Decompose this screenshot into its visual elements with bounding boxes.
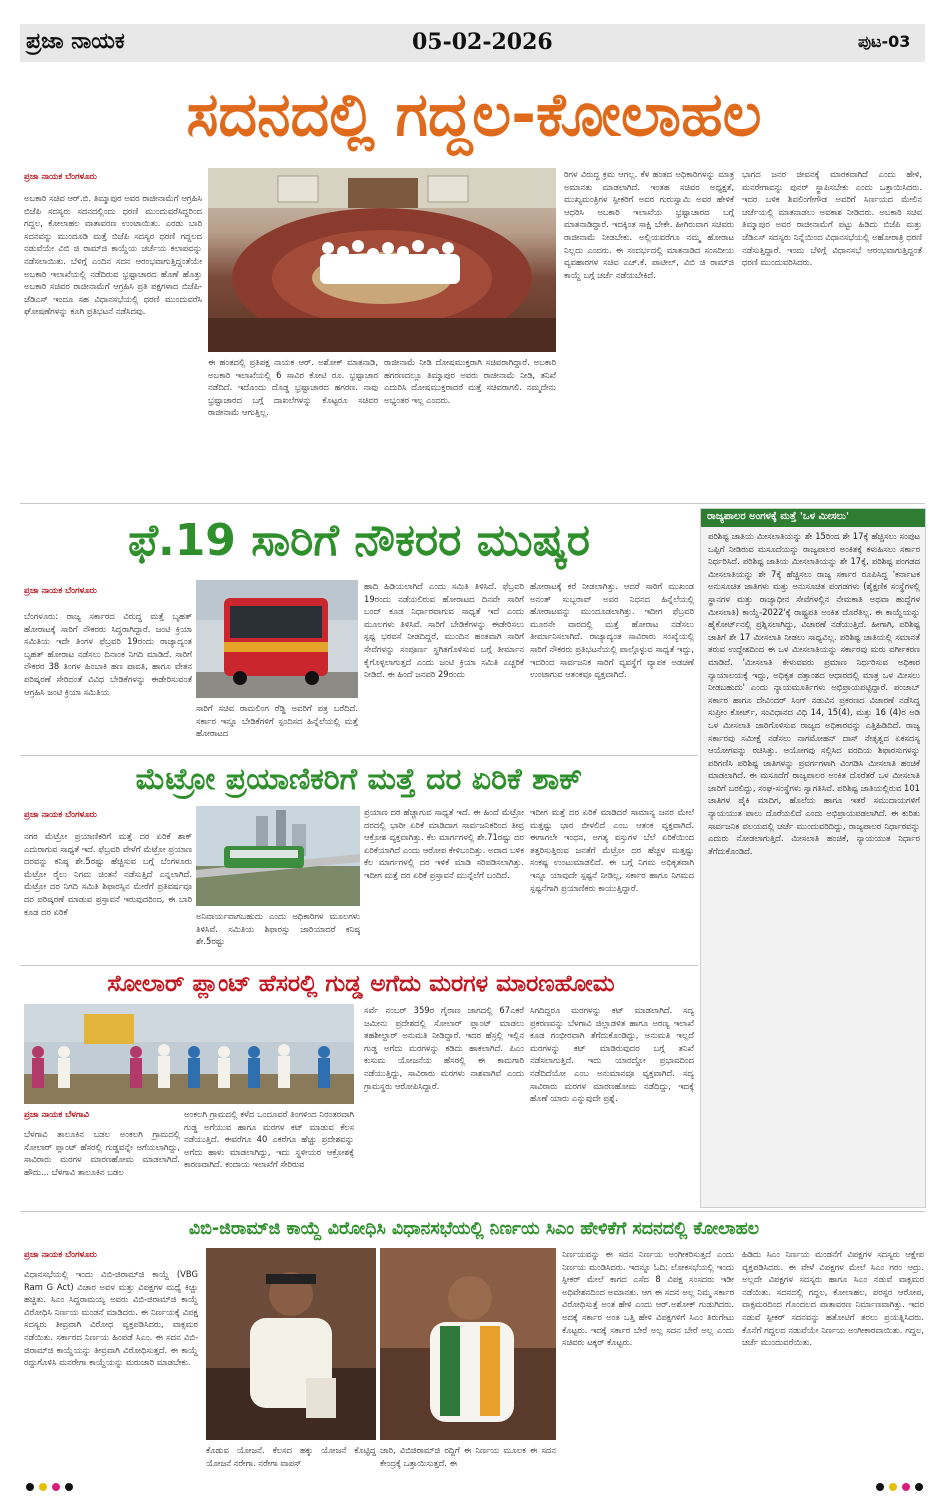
- story5-col3: ನಿರ್ಣಯವನ್ನು ಈ ಸದನ ನಿರ್ಣಯ ಅಂಗೀಕರಿಸುತ್ತದೆ ಎಂದು ನಿರ್ಣಯ ಮಂಡಿಸಿದರು. ಇದನ್ನೂ ಓದಿ: ಲೋಕಸಭೆಯಲ್ಲಿ ಇಂದು ಸ್ಪೀಕರ್ ಮೇಲೆ ಕಾಗದ ಎಸೆದ 8 ವಿಪಕ್ಷ ಸಂಸದರು ಇಡೀ ಅಧಿವೇಶನದಿಂದ ಅಮಾನತು. ಆಗ ಈ ಸದನ ಅಲ್ಲ ನಿಮ್ಮ ಸರ್ಕಾರ ವಿರೋಧಿಸುತ್ತೆ ಅಂತ ಹೇಳಿ ಎಂದು ಆರ್.ಅಶೋಕ್ ಗುಡುಗಿದರು. ಅದಕ್ಕೆ ಸರ್ಕಾರ ಅಂತ ಒತ್ತಿ ಹೇಳಿ ವಿಪಕ್ಷಗಳಿಗೆ ಸಿಎಂ ತಿರುಗೇಟು ಕೊಟ್ಟರು. ಇದಕ್ಕೆ ಸರ್ಕಾರ ಬೇರೆ ಅಲ್ಲ ಸದನ ಬೇರೆ ಅಲ್ಲ ಎಂದು ಸಚಿವರು ಟಕ್ಕರ್ ಕೊಟ್ಟರು.: [562, 1249, 734, 1348]
- story1-col1: ಅಬಕಾರಿ ಸಚಿವ ಆರ್.ಬಿ. ತಿಮ್ಮಾಪುರ ಅವರ ರಾಜೀನಾಮೆಗೆ ಆಗ್ರಹಿಸಿ ಬಿಜೆಪಿ ಸದಸ್ಯರು ಸದನದಲ್ಲಿಂದು ಧರಣಿ ಮುಂದುವರೆಸಿದ್ದರಿಂದ ಗದ್ದಲ, ಕೋಲಾಹಲ ವಾತಾವರಣ ಉಂಟಾಯಿತು. ಎರಡು ಬಾರಿ ಸದನವನ್ನು ಮುಂದೂಡಿ ಮತ್ತೆ ಬಿಜೆಪಿ ಸದಸ್ಯರ ಧರಣಿ ಗದ್ದಲದ ನಡುವೆಯೇ ವಿಬಿ ಜಿ ರಾಮ್‌ಜಿ ಕಾಯ್ದೆಯ ಚರ್ಚೆಯ ಕಲಾಪವನ್ನು ನಡೆಸಲಾಯಿತು. ಬೆಳಿಗ್ಗೆ ಎಂದಿನ ಸದನ ಆರಂಭವಾಗುತ್ತಿದ್ದಂತೆಯೇ ಅಬಕಾರಿ ಇಲಾಖೆಯಲ್ಲಿ ನಡೆದಿರುವ ಭ್ರಷ್ಟಾಚಾರದ ಹೊಣೆ ಹೊತ್ತು ಅಬಕಾರಿ ಸಚಿವರ ರಾಜೀನಾಮೆಗೆ ಆಗ್ರಹಿಸಿ ಪ್ರತಿ ಪಕ್ಷಗಳಾದ ಬಿಜೆಪಿ-ಜೆಡಿಎಸ್ ಇಂದೂ ಸಹ ವಿಧಾನಸಭೆಯಲ್ಲಿ ಧರಣಿ ಮುಂದುವರೆಸಿ ಘೋಷಣೆಗಳನ್ನು ಕೂಗಿ ಪ್ರತಿಭಟನೆ ನಡೆಸಿದವು.: [24, 193, 202, 317]
- story2-bus-photo: [196, 580, 358, 698]
- story1-headline: ಸದನದಲ್ಲಿ ಗದ್ದಲ-ಕೋಲಾಹಲ: [186, 80, 762, 150]
- story1-caption-left: ಈ ಹಂತದಲ್ಲಿ ಪ್ರತಿಪಕ್ಷ ನಾಯಕ ಆರ್. ಅಶೋಕ್ ಮಾತನಾಡಿ, ಅಬಕಾರಿ ಇಲಾಖೆಯಲ್ಲಿ 6 ಸಾವಿರ ಕೋಟಿ ರೂ. ಭ್ರಷ್ಟಾಚಾರ ನಡೆದಿದೆ. ಇದೊಂದು ದೊಡ್ಡ ಭ್ರಷ್ಟಾಚಾರದ ಹಗರಣ. ನಾವು ಭ್ರಷ್ಟಾಚಾರದ ಬಗ್ಗೆ ದಾಖಲೆಗಳನ್ನು ಕೊಟ್ಟರೂ ಸಚಿವರ ರಾಜೀನಾಮೆ ಆಗುತ್ತಿಲ್ಲ.: [208, 357, 378, 418]
- assembly-hall-illustration: [208, 168, 556, 352]
- sidebar-title: ರಾಜ್ಯಪಾಲರ ಅಂಗಳಕ್ಕೆ ಮತ್ತೆ 'ಒಳ ಮೀಸಲು': [701, 509, 925, 527]
- story3-col1: ನಗರ ಮೆಟ್ರೋ ಪ್ರಯಾಣಿಕರಿಗೆ ಮತ್ತೆ ದರ ಏರಿಕೆ ಶಾಕ್ ಎದುರಾಗುವ ಸಾಧ್ಯತೆ ಇದೆ. ಫೆಬ್ರವರಿ ವೇಳೆಗೆ ಮೆಟ್ರೋ ಪ್ರಯಾಣ ದರವನ್ನು ಕನಿಷ್ಠ ಶೇ.5ರಷ್ಟು ಹೆಚ್ಚಿಸುವ ಬಗ್ಗೆ ಬೆಂಗಳೂರು ಮೆಟ್ರೋ ರೈಲು ನಿಗಮ ಚಿಂತನೆ ನಡೆಸುತ್ತಿದೆ ಎನ್ನಲಾಗಿದೆ. ಮೆಟ್ರೋ ದರ ನಿಗದಿ ಸಮಿತಿ ಶಿಫಾರಸ್ಸಿನ ಮೇರೆಗೆ ಪ್ರತಿವರ್ಷವೂ ದರ ಪರಿಷ್ಕರಣೆ ಮಾಡುವ ಪ್ರಸ್ತಾವನೆ ಇರುವುದರಿಂದ, ಈ ಬಾರಿ ಕೂಡ ದರ ಏರಿಕೆ: [24, 831, 192, 917]
- registration-marks-right: [876, 1476, 923, 1495]
- story4-headline: ಸೋಲಾರ್ ಪ್ಲಾಂಟ್ ಹೆಸರಲ್ಲಿ ಗುಡ್ಡ ಅಗೆದು ಮರಗಳ ಮಾರಣಹೋಮ: [107, 971, 615, 997]
- story5-headline: ವಿಬಿ-ಜಿರಾಮ್‌ಜಿ ಕಾಯ್ದೆ ವಿರೋಧಿಸಿ ವಿಧಾನಸಭೆಯಲ್ಲಿ ನಿರ್ಣಯ ಸಿಎಂ ಹೇಳಿಕೆಗೆ ಸದನದಲ್ಲಿ ಕೋಲಾಹಲ: [188, 1219, 760, 1239]
- story5-photo-right: [380, 1248, 556, 1440]
- story3-caption: ಅನಿವಾರ್ಯವಾಗಬಹುದು ಎಂದು ಅಧಿಕಾರಿಗಳ ಮೂಲಗಳು ತಿಳಿಸಿವೆ. ಸಮಿತಿಯ ಶಿಫಾರಸ್ಸು ಜಾರಿಯಾದರೆ ಕನಿಷ್ಠ ಶೇ.5ರಷ್ಟು: [196, 911, 360, 947]
- story4-col3: ಸರ್ವೆ ನಂಬರ್ 359ರ ಗೈರಾಣ ಜಾಗದಲ್ಲಿ 67ಎಕರೆ ಜಮೀನು ಪ್ರದೇಶದಲ್ಲಿ ಸೋಲಾರ್ ಪ್ಲಾಂಟ್ ಮಾಡಲು ತಹಶೀಲ್ದಾರ್ ಅನುಮತಿ ನೀಡಿದ್ದಾರೆ. ಇದರ ಹೆಸ್ರಲ್ಲಿ ಇಲ್ಲಿನ ಗುಡ್ಡ ಅಗೆದು ಮರಗಳನ್ನು ಕಡಿದು ಹಾಕಲಾಗಿದೆ. ಪಿಎಂ ಕುಸುಮ ಯೋಜನೆಯ ಹೆಸರಲ್ಲಿ ಈ ಕಾಮಗಾರಿ ನಡೆಯುತ್ತಿದ್ದು, ಸಾವಿರಾರು ಮರಗಳು ನಾಶವಾಗಿವೆ ಎಂದು ಗ್ರಾಮಸ್ಥರು ಆರೋಪಿಸಿದ್ದಾರೆ.: [364, 1005, 524, 1091]
- bus-illustration: [196, 580, 358, 698]
- protest-crowd-illustration: [24, 1004, 354, 1104]
- story3-byline: ಪ್ರಜಾ ನಾಯಕ ಬೆಂಗಳೂರು: [24, 810, 97, 820]
- story4-byline: ಪ್ರಜಾ ನಾಯಕ ಬೆಳಗಾವಿ: [24, 1110, 89, 1120]
- member-speaking-illustration: [380, 1248, 556, 1440]
- cm-speaking-illustration: [206, 1248, 376, 1440]
- story2-caption: ಸಾರಿಗೆ ಸಚಿವ ರಾಮಲಿಂಗ ರೆಡ್ಡಿ ಅವರಿಗೆ ಪತ್ರ ಬರೆದಿದೆ. ಸರ್ಕಾರ ಇನ್ನೂ ಬೇಡಿಕೆಗಳಿಗೆ ಸ್ಪಂದಿಸದ ಹಿನ್ನೆಲೆಯಲ್ಲಿ ಮತ್ತೆ ಹೋರಾಟದ: [196, 703, 358, 739]
- story4-col2: ಅಂಕಲಗಿ ಗ್ರಾಮದಲ್ಲಿ ಕಳೆದ ಒಂದೂವರೆ ತಿಂಗಳಿಂದ ನಿರಂತರವಾಗಿ ಗುಡ್ಡ ಅಗೆಯುವ ಹಾಗೂ ಮರಗಳ ಕಟ್ ಮಾಡುವ ಕೆಲಸ ನಡೆಯುತ್ತಿದೆ. ಈವರೆಗೂ 40 ಎಕರೆಗೂ ಹೆಚ್ಚು ಪ್ರದೇಶವನ್ನು ಅಗೆದು ಹಾಳು ಮಾಡಲಾಗಿದ್ದು, ಇದು ಸ್ಥಳೀಯರ ಆಕ್ರೋಶಕ್ಕೆ ಕಾರಣವಾಗಿದೆ. ಕಂದಾಯ ಇಲಾಖೆಗೆ ಸೇರಿರುವ: [184, 1109, 354, 1170]
- story4-col4: ಸಿಗದಿದ್ದರೂ ಮರಗಳನ್ನು ಕಟ್ ಮಾಡಲಾಗಿದೆ. ಸದ್ಯ ಪ್ರಕರಣವನ್ನು ಬೆಳಗಾವಿ ಜಿಲ್ಲಾಡಳಿತ ಹಾಗೂ ಅರಣ್ಯ ಇಲಾಖೆ ಕೂಡ ಗಂಭೀರವಾಗಿ ತೆಗೆದುಕೊಂಡಿದ್ದು, ಅನುಮತಿ ಇಲ್ಲದೆ ಮರಗಳನ್ನು ಕಟ್ ಮಾಡಿರುವುದರ ಬಗ್ಗೆ ತನಿಖೆ ನಡೆಸಲಾಗುತ್ತಿದೆ. ಇದು ಯಾರದ್ದೋ ಪ್ರಭಾವದಿಂದ ನಡೆದಿದೆಯೋ ಎಂಬ ಅನುಮಾನವೂ ವ್ಯಕ್ತವಾಗಿದೆ. ಸದ್ಯ ಸಾವಿರಾರು ಮರಗಳ ಮಾರಣಹೋಮ ನಡೆದಿದ್ದು, ಇದಕ್ಕೆ ಹೊಣೆ ಯಾರು ಎನ್ನುವುದೇ ಪ್ರಶ್ನೆ.: [530, 1005, 694, 1104]
- story4-col1: ಬೆಳಗಾವಿ ತಾಲೂಕಿನ ಬಡಲ ಅಂಕಲಗಿ ಗ್ರಾಮದಲ್ಲಿ ಸೋಲಾರ್ ಪ್ಲಾಂಟ್ ಹೆಸರಲ್ಲಿ ಗುಡ್ಡವನ್ನೇ ಅಗೆಯಲಾಗಿದ್ದು, ಸಾವಿರಾರು ಮರಗಳ ಮಾರಣಹೋಮ ಮಾಡಲಾಗಿದೆ. ಹೌದು... ಬೆಳಗಾವಿ ತಾಲೂಕಿನ ಬಡಲ: [24, 1129, 180, 1177]
- paper-name: ಪ್ರಜಾ ನಾಯಕ: [26, 29, 125, 54]
- page-number: ಪುಟ-03: [858, 32, 911, 51]
- story5-photo-left: [206, 1248, 376, 1440]
- story5-col4: ಹಿಡಿದು ಸಿಎಂ ನಿರ್ಣಯ ಮಂಡನೆಗೆ ವಿಪಕ್ಷಗಳ ಸದಸ್ಯರು ಆಕ್ಷೇಪ ವ್ಯಕ್ತಪಡಿಸಿದರು. ಈ ವೇಳೆ ವಿಪಕ್ಷಗಳ ಮೇಲೆ ಸಿಎಂ ಗರಂ ಆದ್ರು. ಅಲ್ಲದೇ ವಿಪಕ್ಷಗಳ ಸದಸ್ಯರು ಹಾಗೂ ಸಿಎಂ ನಡುವೆ ವಾಕ್ಸಮರ ನಡೆಯಿತು. ಸದನದಲ್ಲಿ ಗದ್ದಲ, ಕೋಲಾಹಲ, ಪರಸ್ಪರ ಆರೋಪ, ವಾಕ್ಸಮರದಿಂದ ಗೊಂದಲದ ವಾತಾವರಣ ನಿರ್ಮಾಣವಾಗಿತ್ತು. ಇದರ ನಡುವೆ ಸ್ಪೀಕರ್ ಸದನವನ್ನು ಹತೋಟಿಗೆ ತರಲು ಪ್ರಯತ್ನಿಸಿದರು. ಕೊನೆಗೆ ಗದ್ದಲದ ನಡುವೆಯೇ ನಿರ್ಣಯ ಅಂಗೀಕಾರವಾಯಿತು. ಗದ್ದಲ, ಚರ್ಚೆ ಮುಂದುವರೆಯಿತು.: [742, 1249, 924, 1348]
- story3-col4: ಇದೀಗ ಮತ್ತೆ ದರ ಏರಿಕೆ ಮಾಡಿದರೆ ಸಾಮಾನ್ಯ ಜನರ ಮೇಲೆ ಮತ್ತಷ್ಟು ಭಾರ ಬೀಳಲಿದೆ ಎಂಬ ಆತಂಕ ವ್ಯಕ್ತವಾಗಿದೆ. ಈಗಾಗಲೇ ಇಂಧನ, ಅಗತ್ಯ ವಸ್ತುಗಳ ಬೆಲೆ ಏರಿಕೆಯಿಂದ ತತ್ತರಿಸುತ್ತಿರುವ ಜನತೆಗೆ ಮೆಟ್ರೋ ದರ ಹೆಚ್ಚಳ ಮತ್ತಷ್ಟು ಸಂಕಷ್ಟ ಉಂಟುಮಾಡಲಿದೆ. ಈ ಬಗ್ಗೆ ನಿಗಮ ಅಧಿಕೃತವಾಗಿ ಇನ್ನೂ ಯಾವುದೇ ಸ್ಪಷ್ಟನೆ ನೀಡಿಲ್ಲ, ಸರ್ಕಾರ ಹಾಗೂ ನಿಗಮದ ಸ್ಪಷ್ಟನೆಗಾಗಿ ಪ್ರಯಾಣಿಕರು ಕಾಯುತ್ತಿದ್ದಾರೆ.: [530, 807, 694, 893]
- story1-byline: ಪ್ರಜಾ ನಾಯಕ ಬೆಂಗಳೂರು: [24, 172, 97, 182]
- story2-col3: ಹಾದಿ ಹಿಡಿಯಲಾಗಿದೆ ಎಂದು ಸಮಿತಿ ತಿಳಿಸಿದೆ. ಫೆಬ್ರವರಿ 19ರಂದು ನಡೆಯಲಿರುವ ಹೋರಾಟದ ದಿನವೇ ಸಾರಿಗೆ ಬಂದ್ ಕೂಡ ನಿರ್ಧಾರವಾಗುವ ಸಾಧ್ಯತೆ ಇದೆ ಎಂದು ಮೂಲಗಳು ತಿಳಿಸಿವೆ. ಸಾರಿಗೆ ಬೇಡಿಕೆಗಳನ್ನು ಈಡೇರಿಸಲು ಸ್ಪಷ್ಟ ಭರವಸೆ ನೀಡದಿದ್ದರೆ, ಮುಂದಿನ ಹಂತವಾಗಿ ಸಾರಿಗೆ ಸೇವೆಗಳನ್ನು ಸಂಪೂರ್ಣ ಸ್ಥಗಿತಗೊಳಿಸುವ ಬಗ್ಗೆ ತೀರ್ಮಾನ ಕೈಗೊಳ್ಳಲಾಗುತ್ತದೆ ಎಂದು ಜಂಟಿ ಕ್ರಿಯಾ ಸಮಿತಿ ಎಚ್ಚರಿಕೆ ನೀಡಿದೆ. ಈ ಹಿಂದೆ ಜನವರಿ 29ರಂದು: [364, 581, 524, 680]
- story3-headline: ಮೆಟ್ರೋ ಪ್ರಯಾಣಿಕರಿಗೆ ಮತ್ತೆ ದರ ಏರಿಕೆ ಶಾಕ್: [135, 762, 583, 797]
- divider: [20, 1211, 925, 1212]
- story1-caption-right: ರಾಜೀನಾಮೆ ನೀಡಿ ದೋಷಮುಕ್ತರಾಗಿ ಸಚಿವರಾಗಿದ್ದಾರೆ. ಅಬಕಾರಿ ಹಗರಣದಲ್ಲೂ ತಿಮ್ಮಾಪುರ ಅವರು ರಾಜೀನಾಮೆ ನೀಡಿ, ತನಿಖೆ ಎದುರಿಸಿ ದೋಷಮುಕ್ತರಾದರೆ ಮತ್ತೆ ಸಚಿವರಾಗಲಿ. ನಮ್ಮದೇನು ಅಭ್ಯಂತರ ಇಲ್ಲ ಎಂದರು.: [384, 357, 556, 405]
- issue-date: 05-02-2026: [412, 29, 553, 55]
- story3-col3: ಪ್ರಯಾಣ ದರ ಹೆಚ್ಚಾಗುವ ಸಾಧ್ಯತೆ ಇದೆ. ಈ ಹಿಂದೆ ಮೆಟ್ರೋ ದರದಲ್ಲಿ ಭಾರೀ ಏರಿಕೆ ಮಾಡಿದಾಗ ಸಾರ್ವಜನಿಕರಿಂದ ತೀವ್ರ ಆಕ್ರೋಶ ವ್ಯಕ್ತವಾಗಿತ್ತು. ಕೆಲ ಮಾರ್ಗಗಳಲ್ಲಿ ಶೇ.71ರಷ್ಟು ದರ ಏರಿಕೆಯಾಗಿದೆ ಎಂದು ಆರೋಪ ಕೇಳಿಬಂದಿತ್ತು. ಅದಾದ ಬಳಿಕ ಕೆಲ ಮಾರ್ಗಗಳಲ್ಲಿ ದರ ಇಳಿಕೆ ಮಾಡಿ ಸರಿಪಡಿಸಲಾಗಿತ್ತು. ಇದೀಗ ಮತ್ತೆ ದರ ಏರಿಕೆ ಪ್ರಸ್ತಾವನೆ ಮುನ್ನೆಲೆಗೆ ಬಂದಿದೆ.: [364, 807, 524, 880]
- story5-caption-left: ಕೊಡುವ ಯೋಜನೆ. ಕೆಲಸದ ಹಕ್ಕು ಯೋಜನೆ ಕೊಟ್ಟಿದ್ದ ಯೋಜನೆ ನರೇಗಾ. ನರೇಗಾ ವಾಪಸ್: [206, 1445, 376, 1468]
- story1-col4: ರಿಗಳ ವಿರುದ್ಧ ಕ್ರಮ ಆಗಲ್ಲ. ಕೆಳ ಹಂತದ ಅಧಿಕಾರಿಗಳನ್ನು ಮಾತ್ರ ಅಮಾನತು ಮಾಡಲಾಗಿದೆ. ಇಂತಹ ಸಚಿವರ ಅಧ್ಯಕ್ಷತೆ, ಮುಖ್ಯಮಂತ್ರಿಗಳ ಸ್ಪೀಕರಿಗೆ ಅವರ ಗುರುಸ್ವಾಮಿ ಅವರ ಹೇಳಿಕೆ ಆಧರಿಸಿ ಅಬಕಾರಿ ಇಲಾಖೆಯ ಭ್ರಷ್ಟಾಚಾರದ ಬಗ್ಗೆ ಮಾತನಾಡಿದ್ದಾರೆ. ಇದಕ್ಕಿಂತ ಸಾಕ್ಷಿ ಬೇಕೇ. ಹೀಗಿರುವಾಗ ಸಚಿವರು ರಾಜೀನಾಮೆ ನೀಡಬೇಕು. ಅಲ್ಲಿಯವರೆಗೂ ನಮ್ಮ ಹೋರಾಟ ನಿಲ್ಲದು ಎಂದರು. ಈ ಸಂದರ್ಭದಲ್ಲಿ ಮಾತನಾಡಿದ ಸಂಸದೀಯ ವ್ಯವಹಾರಗಳ ಸಚಿವ ಎಚ್.ಕೆ. ಪಾಟೀಲ್, ವಿಬಿ ಜಿ ರಾಮ್‌ಜಿ ಕಾಯ್ದೆ ಬಗ್ಗೆ ಚರ್ಚೆ ನಡೆಯಬೇಕಿದೆ.: [564, 169, 734, 280]
- divider: [20, 503, 925, 504]
- story5-byline: ಪ್ರಜಾ ನಾಯಕ ಬೆಂಗಳೂರು: [24, 1250, 97, 1260]
- story2-col1: ಬೆಂಗಳೂರು: ರಾಜ್ಯ ಸರ್ಕಾರದ ವಿರುದ್ಧ ಮತ್ತೆ ಬೃಹತ್ ಹೋರಾಟಕ್ಕೆ ಸಾರಿಗೆ ನೌಕರರು ಸಿದ್ಧರಾಗಿದ್ದಾರೆ. ಜಂಟಿ ಕ್ರಿಯಾ ಸಮಿತಿಯ ಇದೇ ತಿಂಗಳ ಫೆಬ್ರವರಿ 19ರಂದು ರಾಜ್ಯಾದ್ಯಂತ ಬೃಹತ್ ಹೋರಾಟ ನಡೆಸಲು ದಿನಾಂಕ ನಿಗದಿ ಮಾಡಿದೆ. ಸಾರಿಗೆ ನೌಕರರ 38 ತಿಂಗಳ ಹಿಂಬಾಕಿ ಹಣ ಪಾವತಿ, ಹಾಗೂ ವೇತನ ಪರಿಷ್ಕರಣೆ ಸೇರಿದಂತೆ ವಿವಿಧ ಬೇಡಿಕೆಗಳನ್ನು ಈಡೇರಿಸುವಂತೆ ಆಗ್ರಹಿಸಿ ಜಂಟಿ ಕ್ರಿಯಾ ಸಮಿತಿಯ: [24, 611, 192, 697]
- story5-caption-right: ಜಾರಿ, ವಿಬಿಜಿರಾಮ್‌ಜಿ ರದ್ದಿಗೆ ಈ ನಿರ್ಣಯ ಮೂಲಕ ಈ ಸದನ ಕೇಂದ್ರಕ್ಕೆ ಒತ್ತಾಯಿಸುತ್ತದೆ. ಈ: [380, 1445, 556, 1468]
- divider: [20, 755, 698, 756]
- story2-col4: ಹೋರಾಟಕ್ಕೆ ಕರೆ ನೀಡಲಾಗಿತ್ತು. ಆದರೆ ಸಾರಿಗೆ ಮುಖಂಡ ಅನಂತ್ ಸುಬ್ಬರಾವ್ ಅವರ ನಿಧನದ ಹಿನ್ನೆಲೆಯಲ್ಲಿ ಹೋರಾಟವನ್ನು ಮುಂದೂಡಲಾಗಿತ್ತು. ಇದೀಗ ಫೆಬ್ರವರಿ ಮೂರನೇ ವಾರದಲ್ಲಿ ಮತ್ತೆ ಹೋರಾಟ ನಡೆಸಲು ತೀರ್ಮಾನಿಸಲಾಗಿದೆ. ರಾಜ್ಯಾದ್ಯಂತ ಸಾವಿರಾರು ಸಂಖ್ಯೆಯಲ್ಲಿ ಸಾರಿಗೆ ನೌಕರರು ಪ್ರತಿಭಟನೆಯಲ್ಲಿ ಪಾಲ್ಗೊಳ್ಳುವ ಸಾಧ್ಯತೆ ಇದ್ದು, ಇದರಿಂದ ಸಾರ್ವಜನಿಕ ಸಾರಿಗೆ ವ್ಯವಸ್ಥೆಗೆ ವ್ಯಾಪಕ ಅಡಚಣೆ ಉಂಟಾಗುವ ಆತಂಕವೂ ವ್ಯಕ್ತವಾಗಿದೆ.: [530, 581, 694, 680]
- story1-photo: [208, 168, 556, 352]
- story1-col5: ಭಾಗದ ಜನರ ಜೀವನಕ್ಕೆ ಮಾರಕವಾಗಿದೆ ಎಂದು ಹೇಳಿ, ಮನರೇಗಾವನ್ನು ಪುನರ್ ಸ್ಥಾಪಿಸಬೇಕು ಎಂದು ಒತ್ತಾಯಿಸಿದರು. ಇದರ ಬಳಿಕ ಶಿವಲಿಂಗೇಗೌಡ ಅವರಿಗೆ ಸಿರ್ಣಯದ ಮೇಲಿನ ಚರ್ಚೆಯಲ್ಲಿ ಮಾತನಾಡಲು ಅವಕಾಶ ನೀಡಿದರು. ಅಬಕಾರಿ ಸಚಿವ ತಿಮ್ಮಾಪುರ ಅವರ ರಾಜೀನಾಮೆಗೆ ಪಟ್ಟು ಹಿಡಿದು ಬಿಜೆಪಿ ಮತ್ತು ಜೆಡಿಎಸ್ ಸದಸ್ಯರು ನಿನ್ನೆಯಿಂದ ವಿಧಾನಸಭೆಯಲ್ಲಿ ಅಹೋರಾತ್ರಿ ಧರಣಿ ನಡೆಸುತ್ತಿದ್ದಾರೆ. ಇಂದು ಬೆಳಿಗ್ಗೆ ವಿಧಾನಸಭೆ ಆರಂಭವಾಗುತ್ತಿದ್ದಂತೆ ಧರಣಿ ಮುಂದುವರಿಸಿದರು.: [742, 169, 922, 268]
- story2-headline: ಫೆ.19 ಸಾರಿಗೆ ನೌಕರರ ಮುಷ್ಕರ: [128, 515, 590, 566]
- story3-metro-photo: [196, 806, 360, 906]
- story4-photo: [24, 1004, 354, 1104]
- registration-marks-left: [26, 1476, 73, 1495]
- sidebar-body: ಪರಿಶಿಷ್ಟ ಜಾತಿಯ ಮೀಸಲಾತಿಯನ್ನು ಶೇ 15ರಿಂದ ಶೇ 17ಕ್ಕೆ ಹೆಚ್ಚಿಸಲು ಸಂಪುಟ ಒಪ್ಪಿಗೆ ನೀಡಿರುವ ಮಸೂದೆಯನ್ನು ರಾಜ್ಯಪಾಲರ ಅಂಕಿತಕ್ಕೆ ಕಳುಹಿಸಲು ಸರ್ಕಾರ ನಿರ್ಧರಿಸಿದೆ. ಪರಿಶಿಷ್ಟ ಜಾತಿಯ ಮೀಸಲಾತಿಯನ್ನು ಶೇ 17ಕ್ಕೆ, ಪರಿಶಿಷ್ಟ ಪಂಗಡದ ಮೀಸಲಾತಿಯನ್ನು ಶೇ 7ಕ್ಕೆ ಹೆಚ್ಚಿಸಲು ರಾಜ್ಯ ಸರ್ಕಾರ ರೂಪಿಸಿದ್ದ 'ಕರ್ನಾಟಕ ಅನುಸೂಚಿತ ಜಾತಿಗಳು ಮತ್ತು ಅನುಸೂಚಿತ ಪಂಗಡಗಳು (ಶೈಕ್ಷಣಿಕ ಸಂಸ್ಥೆಗಳಲ್ಲಿ ಸ್ಥಾನಗಳ ಮತ್ತು ರಾಜ್ಯಾಧೀನ ಸೇವೆಗಳಲ್ಲಿನ ನೇಮಕಾತಿ ಅಥವಾ ಹುದ್ದೆಗಳ ಮೀಸಲಾತಿ) ಕಾಯ್ದೆ-2022'ಕ್ಕೆ ರಾಷ್ಟ್ರಪತಿ ಅಂಕಿತ ದೊರೆತಿಲ್ಲ. ಈ ಕಾಯ್ದೆಯನ್ನು ಹೈಕೋರ್ಟ್‌ನಲ್ಲಿ ಪ್ರಶ್ನಿಸಲಾಗಿದ್ದು, ವಿಚಾರಣೆ ನಡೆಯುತ್ತಿದೆ. ಹೀಗಾಗಿ, ಪರಿಶಿಷ್ಟ ಜಾತಿಗೆ ಶೇ 17 ಮೀಸಲಾತಿ ನೀಡಲು ಸಾಧ್ಯವಿಲ್ಲ. ಪರಿಶಿಷ್ಟ ಜಾತಿಯಲ್ಲಿ ಸಮಾನತೆ ತರುವ ಉದ್ದೇಶದಿಂದ ಈ ಒಳ ಮೀಸಲಾತಿಯನ್ನು ಸರ್ಕಾರವು ಮರು ವರ್ಗೀಕರಣ ಮಾಡಿದೆ. 'ಮೀಸಲಾತಿ ಕೇಳುವವರು ಪ್ರಮಾಣ ನಿರ್ಧರಿಸುವ ಅಧಿಕಾರ ನ್ಯಾಯಾಲಯಕ್ಕೆ ಇದ್ದು, ಅಧಿಕೃತ ದತ್ತಾಂಶದ ಆಧಾರದಲ್ಲಿ ಮಾತ್ರ ಒಳ ಮೀಸಲು ನೀಡಬಹುದು' ಎಂದು ನ್ಯಾಯಮೂರ್ತಿಗಳು ಅಭಿಪ್ರಾಯಪಟ್ಟಿದ್ದಾರೆ. ಪಂಜಾಬ್ ಸರ್ಕಾರ ಹಾಗೂ ದೇವಿಂದರ್ ಸಿಂಗ್ ನಡುವಿನ ಪ್ರಕರಣದ ವಿಚಾರಣೆ ನಡೆಸಿದ್ದ ಸುಪ್ರೀಂ ಕೋರ್ಟ್, ಸಂವಿಧಾನದ ವಿಧಿ 14, 15(4), ಮತ್ತು 16 (4)ರ ಅಡಿ ಒಳ ಮೀಸಲಾತಿ ಜಾರಿಗೊಳಿಸುವ ರಾಜ್ಯದ ಅಧಿಕಾರವನ್ನು ಎತ್ತಿಹಿಡಿದಿದೆ. ರಾಜ್ಯ ಸರ್ಕಾರವು ಸಮೀಕ್ಷೆ ನಡೆಸಲು ನಾಗಮೋಹನ್ ದಾಸ್ ನೇತೃತ್ವದ ಏಕಸದಸ್ಯ ಆಯೋಗವನ್ನು ರಚಿಸಿತ್ತು. ಆಯೋಗವು ಸಲ್ಲಿಸಿದ ವರದಿಯ ಶಿಫಾರಸುಗಳನ್ನು ಪರಿಗಣಿಸಿ ಪರಿಶಿಷ್ಟ ಜಾತಿಗಳನ್ನು ಪ್ರವರ್ಗಗಳಾಗಿ ವಿಂಗಡಿಸಿ ಮೀಸಲಾತಿ ಹಂಚಿಕೆ ಮಾಡಲಾಗಿದೆ. ಈ ಮಸೂದೆಗೆ ರಾಜ್ಯಪಾಲರ ಅಂಕಿತ ದೊರೆತರೆ ಒಳ ಮೀಸಲಾತಿ ಜಾರಿಗೆ ಬರಲಿದ್ದು, ಸಂಘ-ಸಂಸ್ಥೆಗಳು ಸ್ವಾಗತಿಸಿವೆ. ಪರಿಶಿಷ್ಟ ಜಾತಿಯಲ್ಲಿರುವ 101 ಜಾತಿಗಳ ಪೈಕಿ ಮಾದಿಗ, ಹೊಲೆಯ ಹಾಗೂ ಇತರೆ ಸಮುದಾಯಗಳಿಗೆ ನ್ಯಾಯಯುತ ಪಾಲು ದೊರೆಯಲಿದೆ ಎಂದು ಅಭಿಪ್ರಾಯಪಡಲಾಗಿದೆ. ಈ ಕುರಿತು ಸಾರ್ವಜನಿಕ ವಲಯದಲ್ಲಿ ಚರ್ಚೆ ಮುಂದುವರಿದಿದ್ದು, ರಾಜ್ಯಪಾಲರ ನಿರ್ಧಾರವನ್ನು ಎದುರು ನೋಡಲಾಗುತ್ತಿದೆ. ಮೀಸಲಾತಿ ಹಂಚಿಕೆ, ನ್ಯಾಯಯುತ ನಿರ್ಧಾರ ತೆಗೆದುಕೊಂಡಿದೆ.: [708, 531, 920, 856]
- story5-col1: ವಿಧಾನಸಭೆಯಲ್ಲಿ ಇಂದು ವಿಬಿ-ಜಿರಾಮ್‌ಜಿ ಕಾಯ್ದೆ (VBG Ram G Act) ವಿಚಾರ ಅವಳ ಮತ್ತು ವಿಪಕ್ಷಗಳ ಮಧ್ಯೆ ಕಿಚ್ಚು ಹಚ್ಚಿತು. ಸಿಎಂ ಸಿದ್ದರಾಮಯ್ಯ ಅವರು ವಿಬಿ-ಜಿರಾಮ್‌ಜಿ ಕಾಯ್ದೆ ವಿರೋಧಿಸಿ ನಿರ್ಣಯ ಮಂಡನೆ ಮಾಡಿದರು. ಈ ನಿರ್ಣಯಕ್ಕೆ ವಿಪಕ್ಷ ಸದಸ್ಯರು ತೀವ್ರವಾಗಿ ವಿರೋಧ ವ್ಯಕ್ತಪಡಿಸಿದರು, ವಾಕ್ಸಮರ ನಡೆಯಿತು. ಸರ್ಕಾರದ ನಿರ್ಣಯ ಹಿಂಪಡೆ ಸಿಎಂ. ಈ ಸದನ ವಿಬಿ-ಜಿರಾಮ್‌ಜಿ ಕಾಯ್ದೆಯನ್ನು ತೀವ್ರವಾಗಿ ವಿರೋಧಿಸುತ್ತದೆ. ಈ ಕಾಯ್ದೆ ರದ್ದುಗೊಳಿಸಿ ಮನರೇಗಾ ಕಾಯ್ದೆಯನ್ನು ಮರುಜಾರಿ ಮಾಡಬೇಕು.: [24, 1269, 198, 1368]
- story2-byline: ಪ್ರಜಾ ನಾಯಕ ಬೆಂಗಳೂರು: [24, 586, 97, 596]
- metro-illustration: [196, 806, 360, 906]
